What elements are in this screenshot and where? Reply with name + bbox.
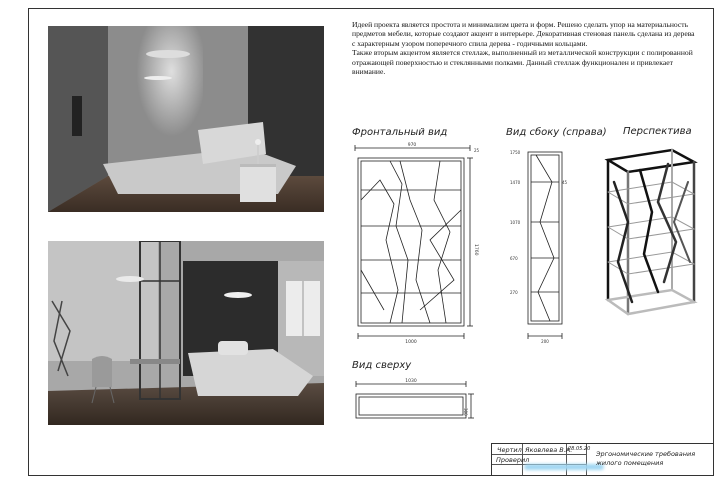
side-view-label: Вид сбоку (справа)	[506, 127, 607, 138]
front-dim-bottom: 1000	[405, 340, 417, 345]
title-block-subject-2: жилого помещения	[596, 459, 664, 467]
side-dim-5: 270	[510, 290, 518, 295]
project-description	[352, 20, 697, 76]
front-view-drawing	[350, 140, 480, 345]
redacted-mark	[524, 464, 604, 470]
top-view-label: Вид сверху	[352, 360, 412, 371]
top-dim-depth: 300	[463, 408, 468, 416]
perspective-drawing	[598, 142, 702, 322]
title-block-role-checked: Проверил	[496, 456, 530, 464]
side-dim-1: 1750	[510, 150, 521, 155]
side-dim-angle: 45	[562, 180, 568, 185]
front-dim-small: 25	[474, 148, 480, 153]
interior-render-bedroom-shelving	[48, 241, 324, 425]
top-dim-width: 1030	[405, 379, 417, 384]
side-dim-3: 1070	[510, 220, 521, 225]
top-view-drawing	[350, 376, 475, 424]
front-dim-height: 1760	[473, 244, 478, 256]
side-view-drawing	[506, 140, 576, 345]
title-block-subject-1: Эргономические требования	[596, 450, 696, 458]
side-dim-4: 670	[510, 256, 518, 261]
description-paragraph-2: Также вторым акцентом является стеллаж, выполненный из металлической конструкции с полированной отражающей поверхностью и стеклянными полками. Данный стеллаж функционален и привлекает внимание.	[352, 48, 693, 77]
side-dim-depth: 200	[541, 339, 549, 344]
title-block-name: Яковлева В.А.	[525, 446, 573, 454]
title-block-role-drawn: Чертил	[497, 446, 522, 454]
title-block-date: 28.05.20	[568, 446, 591, 452]
title-block	[491, 443, 714, 476]
front-view-label: Фронтальный вид	[352, 127, 448, 138]
interior-render-bedroom	[48, 26, 324, 212]
description-paragraph: Идеей проекта является простота и минимализм цвета и форм. Решено сделать упор на материальность предметов мебели, которые создают акцент в интерьере. Декоративная стеновая панель сделана из дерева с характерным узором поперечного спила дерева - годичными кольцами.	[352, 20, 695, 48]
front-dim-top: 970	[407, 143, 417, 148]
side-dim-2: 1470	[510, 180, 521, 185]
perspective-label: Перспектива	[623, 126, 692, 137]
